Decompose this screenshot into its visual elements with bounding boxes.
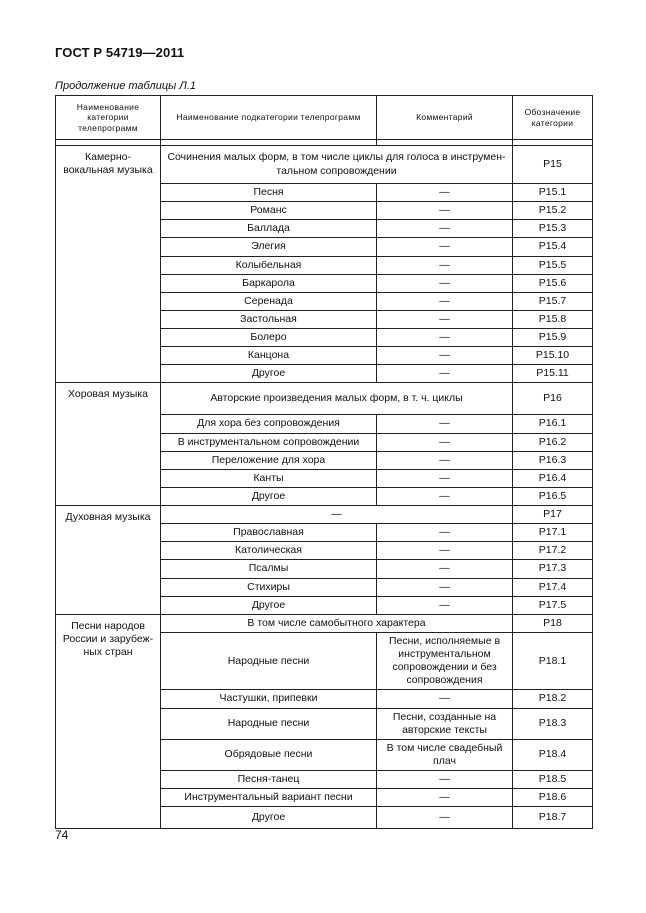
subcategory-cell: Народные песни [161,708,377,739]
category-code-cell: Р16.1 [513,415,593,433]
page-number: 74 [55,828,69,842]
subcategory-cell: Другое [161,365,377,383]
subcategory-cell: Другое [161,596,377,614]
subcategory-cell: Православная [161,524,377,542]
category-code-cell: Р15.2 [513,202,593,220]
subcategory-cell: — [161,506,513,524]
category-code-cell: Р17.3 [513,560,593,578]
comment-cell: — [377,347,513,365]
subcategory-cell: Песня [161,184,377,202]
category-code-cell: Р18.2 [513,690,593,708]
category-code-cell: Р17.5 [513,596,593,614]
subcategory-cell: Инструментальный вариант песни [161,789,377,807]
category-code-cell: Р15.4 [513,238,593,256]
category-table [55,95,593,829]
category-code-cell: Р15.10 [513,347,593,365]
category-code-cell: Р15 [513,146,593,184]
comment-cell: — [377,365,513,383]
category-code-cell: Р15.6 [513,274,593,292]
category-code-cell: Р18.4 [513,739,593,770]
comment-cell: — [377,433,513,451]
subcategory-cell: Романс [161,202,377,220]
comment-cell: — [377,292,513,310]
subcategory-cell: Переложение для хора [161,451,377,469]
category-code-cell: Р18.7 [513,807,593,829]
category-code-cell: Р15.1 [513,184,593,202]
subcategory-cell: Канцона [161,347,377,365]
subcategory-cell: Обрядовые песни [161,739,377,770]
category-code-cell: Р16.2 [513,433,593,451]
subcategory-cell: Баллада [161,220,377,238]
subcategory-cell: Католическая [161,542,377,560]
category-code-cell: Р17.4 [513,578,593,596]
table-row [56,506,593,524]
comment-cell: — [377,524,513,542]
subcategory-cell: Баркарола [161,274,377,292]
subcategory-cell: Колыбельная [161,256,377,274]
category-code-cell: Р15.7 [513,292,593,310]
subcategory-cell: Сочинения малых форм, в том числе циклы для голоса в инструмен-тальном сопровождении [161,146,513,184]
subcategory-cell: Частушки, припевки [161,690,377,708]
table-caption: Продолжение таблицы Л.1 [55,80,196,92]
category-code-cell: Р16.5 [513,487,593,505]
category-code-cell: Р16 [513,383,593,415]
subcategory-cell: Для хора без сопровождения [161,415,377,433]
subcategory-cell: В инструментальном сопровождении [161,433,377,451]
comment-cell: — [377,469,513,487]
category-cell: Камерно-вокальная музыка [56,146,161,383]
comment-cell: — [377,238,513,256]
category-code-cell: Р17.1 [513,524,593,542]
comment-cell: — [377,771,513,789]
subcategory-cell: Псалмы [161,560,377,578]
subcategory-cell: Канты [161,469,377,487]
category-code-cell: Р18.6 [513,789,593,807]
category-cell: Хоровая музыка [56,383,161,506]
category-code-cell: Р17 [513,506,593,524]
category-code-cell: Р15.5 [513,256,593,274]
subcategory-cell: Авторские произведения малых форм, в т. ч. циклы [161,383,513,415]
comment-cell: — [377,451,513,469]
table-row [56,614,593,632]
subcategory-cell: Другое [161,487,377,505]
comment-cell: — [377,274,513,292]
table-header-row [56,96,593,140]
table-body [56,146,593,829]
subcategory-cell: Народные песни [161,632,377,690]
category-code-cell: Р17.2 [513,542,593,560]
subcategory-cell: Элегия [161,238,377,256]
subcategory-cell: Серенада [161,292,377,310]
subcategory-cell: Болеро [161,329,377,347]
comment-cell: — [377,415,513,433]
table-row [56,383,593,415]
category-code-cell: Р15.8 [513,310,593,328]
table-row [56,146,593,184]
document-code: ГОСТ Р 54719—2011 [55,45,185,60]
header-comment: Комментарий [377,96,513,140]
category-code-cell: Р15.3 [513,220,593,238]
comment-cell: — [377,184,513,202]
category-code-cell: Р15.9 [513,329,593,347]
subcategory-cell: Стихиры [161,578,377,596]
category-code-cell: Р18.1 [513,632,593,690]
comment-cell: — [377,220,513,238]
comment-cell: — [377,596,513,614]
comment-cell: — [377,202,513,220]
category-cell: Духовная музыка [56,506,161,615]
header-subcategory: Наименование подкатегории телепрограмм [161,96,377,140]
category-code-cell: Р18.5 [513,771,593,789]
subcategory-cell: Застольная [161,310,377,328]
subcategory-cell: В том числе самобытного характера [161,614,513,632]
comment-cell: — [377,789,513,807]
comment-cell: — [377,256,513,274]
header-code: Обозначение категории [513,96,593,140]
category-code-cell: Р16.3 [513,451,593,469]
subcategory-cell: Песня-танец [161,771,377,789]
comment-cell: — [377,578,513,596]
comment-cell: — [377,487,513,505]
category-code-cell: Р16.4 [513,469,593,487]
comment-cell: — [377,310,513,328]
comment-cell: Песни, созданные на авторские тексты [377,708,513,739]
comment-cell: — [377,690,513,708]
category-code-cell: Р18.3 [513,708,593,739]
comment-cell: — [377,807,513,829]
comment-cell: В том числе свадебный плач [377,739,513,770]
category-code-cell: Р15.11 [513,365,593,383]
comment-cell: — [377,560,513,578]
category-code-cell: Р18 [513,614,593,632]
header-category: Наименование категории телепрограмм [56,96,161,140]
comment-cell: — [377,329,513,347]
comment-cell: — [377,542,513,560]
comment-cell: Песни, исполняемые в инструментальном сопровождении и без сопровождения [377,632,513,690]
category-cell: Песни народов России и зарубеж-ных стран [56,614,161,829]
subcategory-cell: Другое [161,807,377,829]
